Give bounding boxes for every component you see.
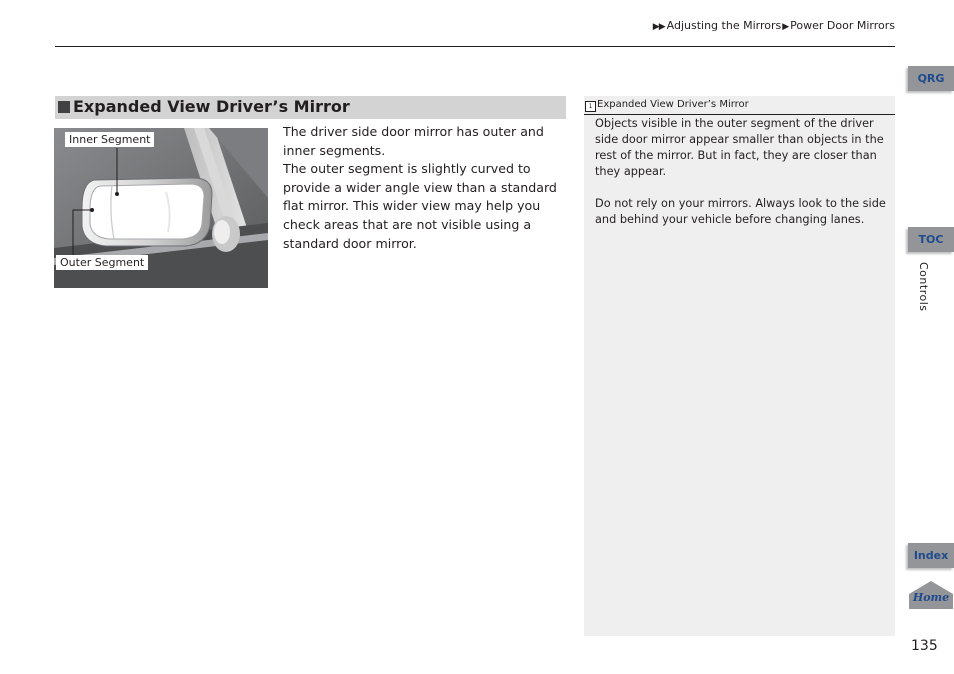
header-divider — [55, 46, 895, 47]
section-title: Expanded View Driver’s Mirror — [73, 97, 350, 116]
breadcrumb-link-power-door-mirrors[interactable]: Power Door Mirrors — [790, 19, 895, 32]
breadcrumb-separator-icon: ▶ — [782, 22, 790, 32]
home-label: Home — [912, 591, 950, 604]
breadcrumb-link-adjusting-mirrors[interactable]: Adjusting the Mirrors — [666, 19, 782, 32]
tab-index[interactable]: Index — [908, 543, 954, 568]
sidebar-text — [595, 116, 887, 244]
body-paragraph: The outer segment is slightly curved to provide a wider angle view than a standard flat mirror. This wider view may help you check areas that are not visible using a standard door mirror. — [283, 161, 557, 251]
body-text — [283, 123, 568, 253]
sidebar-paragraph: Do not rely on your mirrors. Always look to the side and behind your vehicle before changing lanes. — [595, 197, 886, 226]
home-icon — [908, 580, 954, 610]
tab-qrg[interactable]: QRG — [908, 66, 954, 91]
page-number: 135 — [911, 638, 938, 654]
reference-mark-icon: 1 — [585, 101, 596, 112]
section-header — [55, 96, 566, 119]
section-square-icon — [58, 101, 70, 113]
sidebar-paragraph: Objects visible in the outer segment of the driver side door mirror appear smaller than objects in the rest of the mirror. But in fact, they are closer than they appear. — [595, 117, 884, 178]
tab-toc[interactable]: TOC — [908, 227, 954, 252]
home-button[interactable] — [908, 580, 954, 610]
sidebar-header-text: Expanded View Driver’s Mirror — [597, 99, 749, 110]
inner-segment-label: Inner Segment — [65, 132, 154, 147]
breadcrumb — [653, 19, 895, 32]
breadcrumb-arrow-icon: ▶▶ — [652, 22, 665, 32]
body-paragraph: The driver side door mirror has outer and inner segments. — [283, 124, 544, 158]
chapter-label: Controls — [917, 262, 930, 312]
sidebar-note — [584, 96, 895, 636]
outer-segment-label: Outer Segment — [56, 255, 148, 270]
sidebar-header — [584, 96, 895, 115]
mirror-illustration — [54, 128, 268, 288]
